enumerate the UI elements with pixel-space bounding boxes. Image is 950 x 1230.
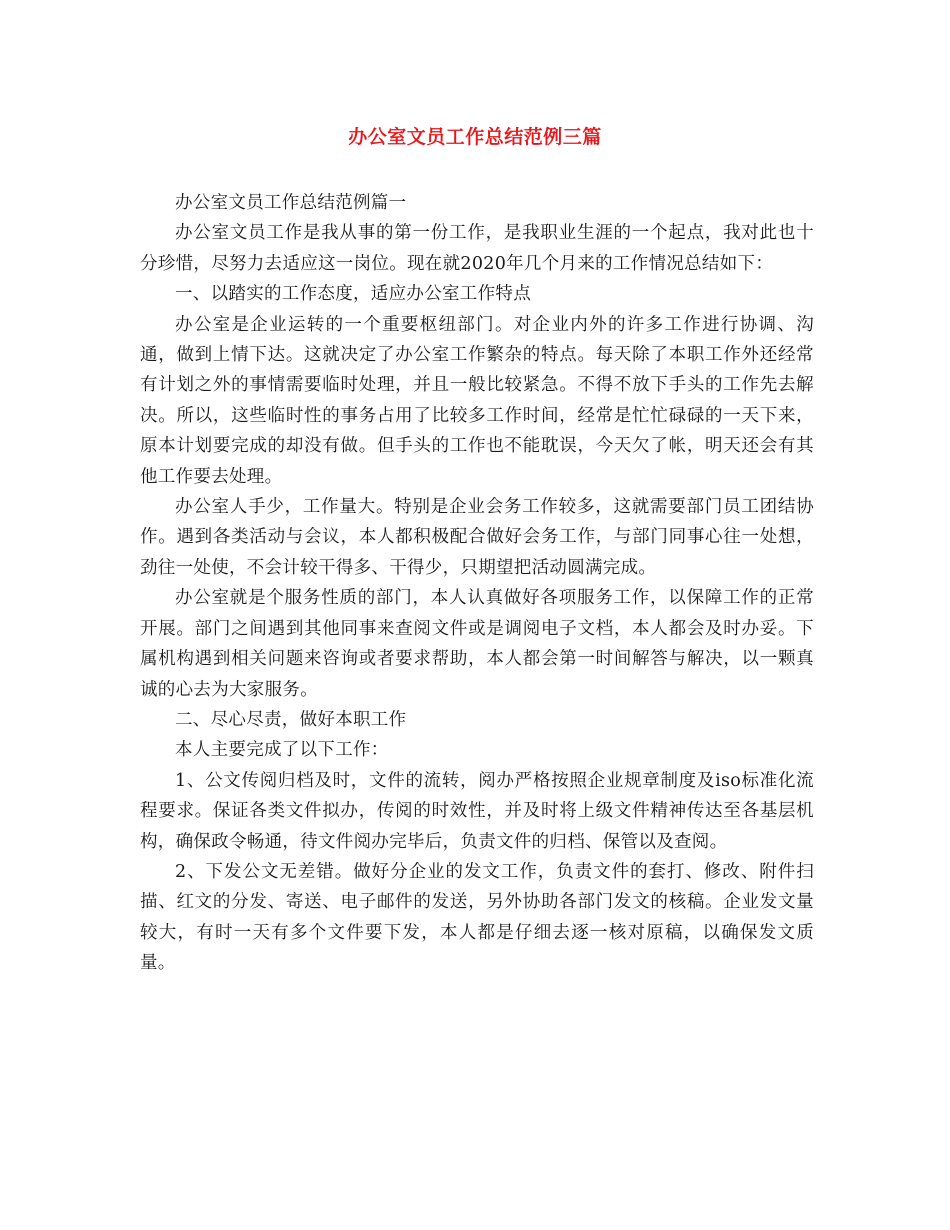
body-paragraph: 办公室是企业运转的一个重要枢纽部门。对企业内外的许多工作进行协调、沟通，做到上情下达。这就决定了办公室工作繁杂的特点。每天除了本职工作外还经常有计划之外的事情需要临时处理，并且一般比较紧急。不得不放下手头的工作先去解决。所以，这些临时性的事务占用了比较多工作时间，经常是忙忙碌碌的一天下来，原本计划要完成的却没有做。但手头的工作也不能耽误，今天欠了帐，明天还会有其他工作要去处理。 xyxy=(140,314,814,487)
list-item: 1、公文传阅归档及时，文件的流转，阅办严格按照企业规章制度及iso标准化流程要求。保证各类文件拟办，传阅的时效性，并及时将上级文件精神传达至各基层机构，确保政令畅通，待文件阅办完毕后，负责文件的归档、保管以及查阅。 xyxy=(140,770,814,852)
section-heading-part-one: 办公室文员工作总结范例篇一 xyxy=(175,193,407,213)
body-paragraph: 本人主要完成了以下工作： xyxy=(175,740,389,761)
body-paragraph-intro: 办公室文员工作是我从事的第一份工作，是我职业生涯的一个起点，我对此也十分珍惜，尽努力去适应这一岗位。现在就2020年几个月来的工作情况总结如下： xyxy=(140,223,814,274)
section-heading-1: 一、以踏实的工作态度，适应办公室工作特点 xyxy=(175,284,531,305)
body-paragraph: 办公室就是个服务性质的部门，本人认真做好各项服务工作，以保障工作的正常开展。部门之间遇到其他同事来查阅文件或是调阅电子文档，本人都会及时办妥。下属机构遇到相关问题来咨询或者要求帮助，本人都会第一时间解答与解决，以一颗真诚的心去为大家服务。 xyxy=(140,588,814,700)
document-body xyxy=(140,188,814,979)
body-paragraph: 办公室人手少，工作量大。特别是企业会务工作较多，这就需要部门员工团结协作。遇到各类活动与会议，本人都积极配合做好会务工作，与部门同事心往一处想，劲往一处使，不会计较干得多、干得少，只期望把活动圆满完成。 xyxy=(140,497,814,578)
document-title: 办公室文员工作总结范例三篇 xyxy=(348,126,602,148)
section-heading-2: 二、尽心尽责，做好本职工作 xyxy=(175,709,407,730)
list-item: 2、下发公文无差错。做好分企业的发文工作，负责文件的套打、修改、附件扫描、红文的分发、寄送、电子邮件的发送，另外协助各部门发文的核稿。企业发文量较大，有时一天有多个文件要下发，本人都是仔细去逐一核对原稿，以确保发文质量。 xyxy=(140,861,814,974)
